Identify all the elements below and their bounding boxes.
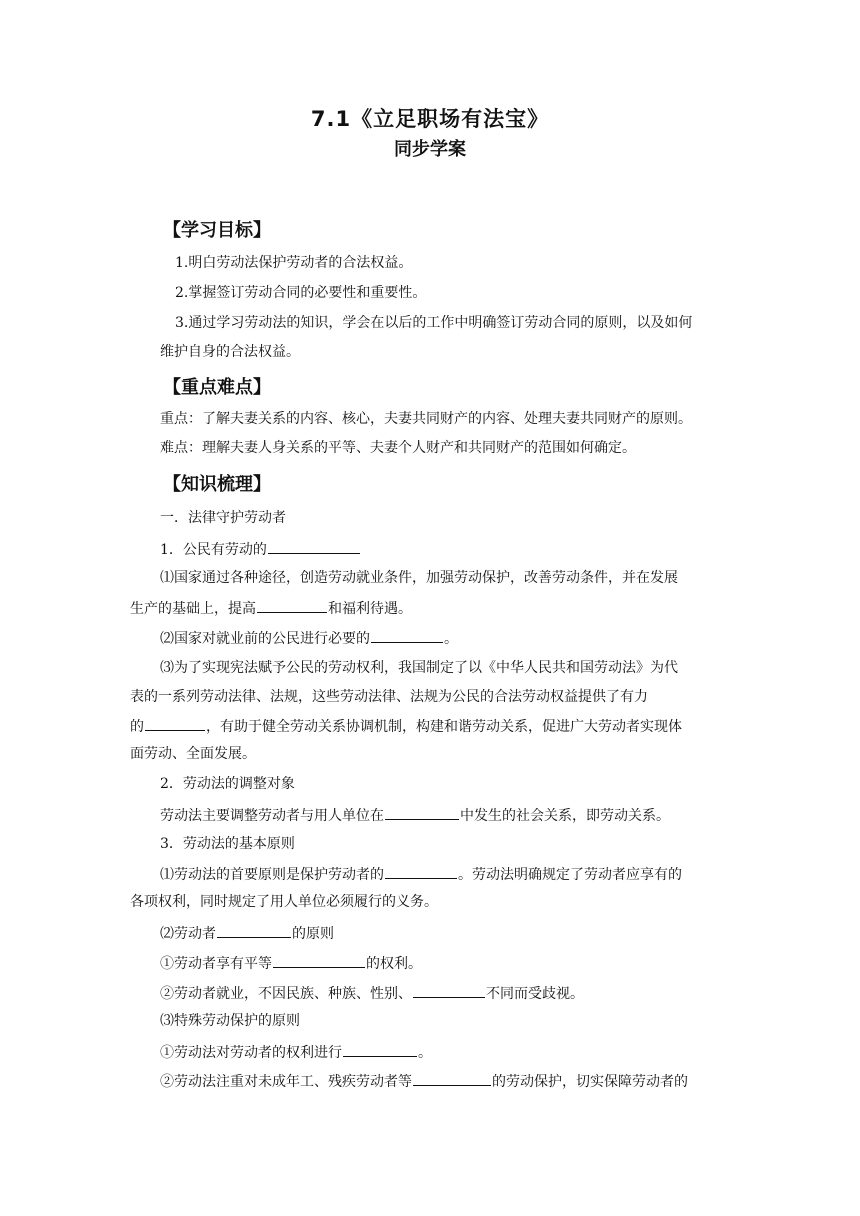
fill-blank[interactable] — [145, 715, 205, 731]
review-line: ⑵劳动者 的原则 — [160, 922, 334, 944]
review-line: ⑴劳动法的首要原则是保护劳动者的 。劳动法明确规定了劳动者应享有的 — [160, 863, 682, 885]
review-line: 1．公民有劳动的 — [160, 538, 361, 560]
document-subtitle: 同步学案 — [394, 139, 466, 160]
review-line: ②劳动者就业，不因民族、种族、性别、 不同而受歧视。 — [160, 982, 584, 1004]
goal-item: 3.通过学习劳动法的知识，学会在以后的工作中明确签订劳动合同的原则，以及如何 — [175, 315, 693, 331]
fill-blank[interactable] — [413, 1070, 491, 1086]
section-title: 2．劳动法的调整对象 — [160, 776, 295, 792]
fill-blank[interactable] — [385, 804, 459, 820]
difficult-point: 难点：理解夫妻人身关系的平等、夫妻个人财产和共同财产的范围如何确定。 — [160, 440, 636, 456]
fill-blank[interactable] — [413, 982, 485, 998]
section-title: 一．法律守护劳动者 — [160, 510, 286, 526]
fill-blank[interactable] — [385, 863, 457, 879]
fill-blank[interactable] — [371, 627, 443, 643]
review-line: ②劳动法注重对未成年工、残疾劳动者等 的劳动保护，切实保障劳动者的 — [160, 1070, 688, 1092]
review-line: ⑴国家通过各种途径，创造劳动就业条件，加强劳动保护，改善劳动条件，并在发展 — [160, 570, 678, 586]
goal-item: 2.掌握签订劳动合同的必要性和重要性。 — [175, 285, 427, 301]
key-point: 重点：了解夫妻关系的内容、核心，夫妻共同财产的内容、处理夫妻共同财产的原则。 — [160, 411, 692, 427]
fill-blank[interactable] — [273, 952, 365, 968]
goal-item: 1.明白劳动法保护劳动者的合法权益。 — [175, 255, 413, 271]
fill-blank[interactable] — [217, 922, 291, 938]
fill-blank[interactable] — [343, 1041, 417, 1057]
review-line: ⑶为了实现宪法赋予公民的劳动权利，我国制定了以《中华人民共和国劳动法》为代 — [160, 660, 678, 676]
key-points-heading: 【重点难点】 — [163, 377, 271, 398]
review-line: ①劳动法对劳动者的权利进行 。 — [160, 1041, 432, 1063]
section-title: 3．劳动法的基本原则 — [160, 836, 295, 852]
review-line: ⑵国家对就业前的公民进行必要的 。 — [160, 627, 458, 649]
review-line: ①劳动者享有平等 的权利。 — [160, 952, 422, 974]
review-line: 生产的基础上，提高 和福利待遇。 — [130, 597, 412, 619]
review-line: 面劳动、全面发展。 — [130, 746, 256, 762]
review-line: 的 ，有助于健全劳动关系协调机制，构建和谐劳动关系，促进广大劳动者实现体 — [130, 715, 682, 737]
review-line: 表的一系列劳动法律、法规，这些劳动法律、法规为公民的合法劳动权益提供了有力 — [130, 689, 648, 705]
review-line: 各项权利，同时规定了用人单位必须履行的义务。 — [130, 894, 438, 910]
review-line: 劳动法主要调整劳动者与用人单位在 中发生的社会关系，即劳动关系。 — [160, 804, 670, 826]
review-line: ⑶特殊劳动保护的原则 — [160, 1013, 300, 1029]
goal-item-continuation: 维护自身的合法权益。 — [160, 344, 300, 360]
review-heading: 【知识梳理】 — [163, 474, 271, 495]
fill-blank[interactable] — [257, 597, 327, 613]
goals-heading: 【学习目标】 — [163, 220, 271, 241]
document-title: 7.1《立足职场有法宝》 — [310, 107, 550, 131]
fill-blank[interactable] — [268, 538, 360, 554]
